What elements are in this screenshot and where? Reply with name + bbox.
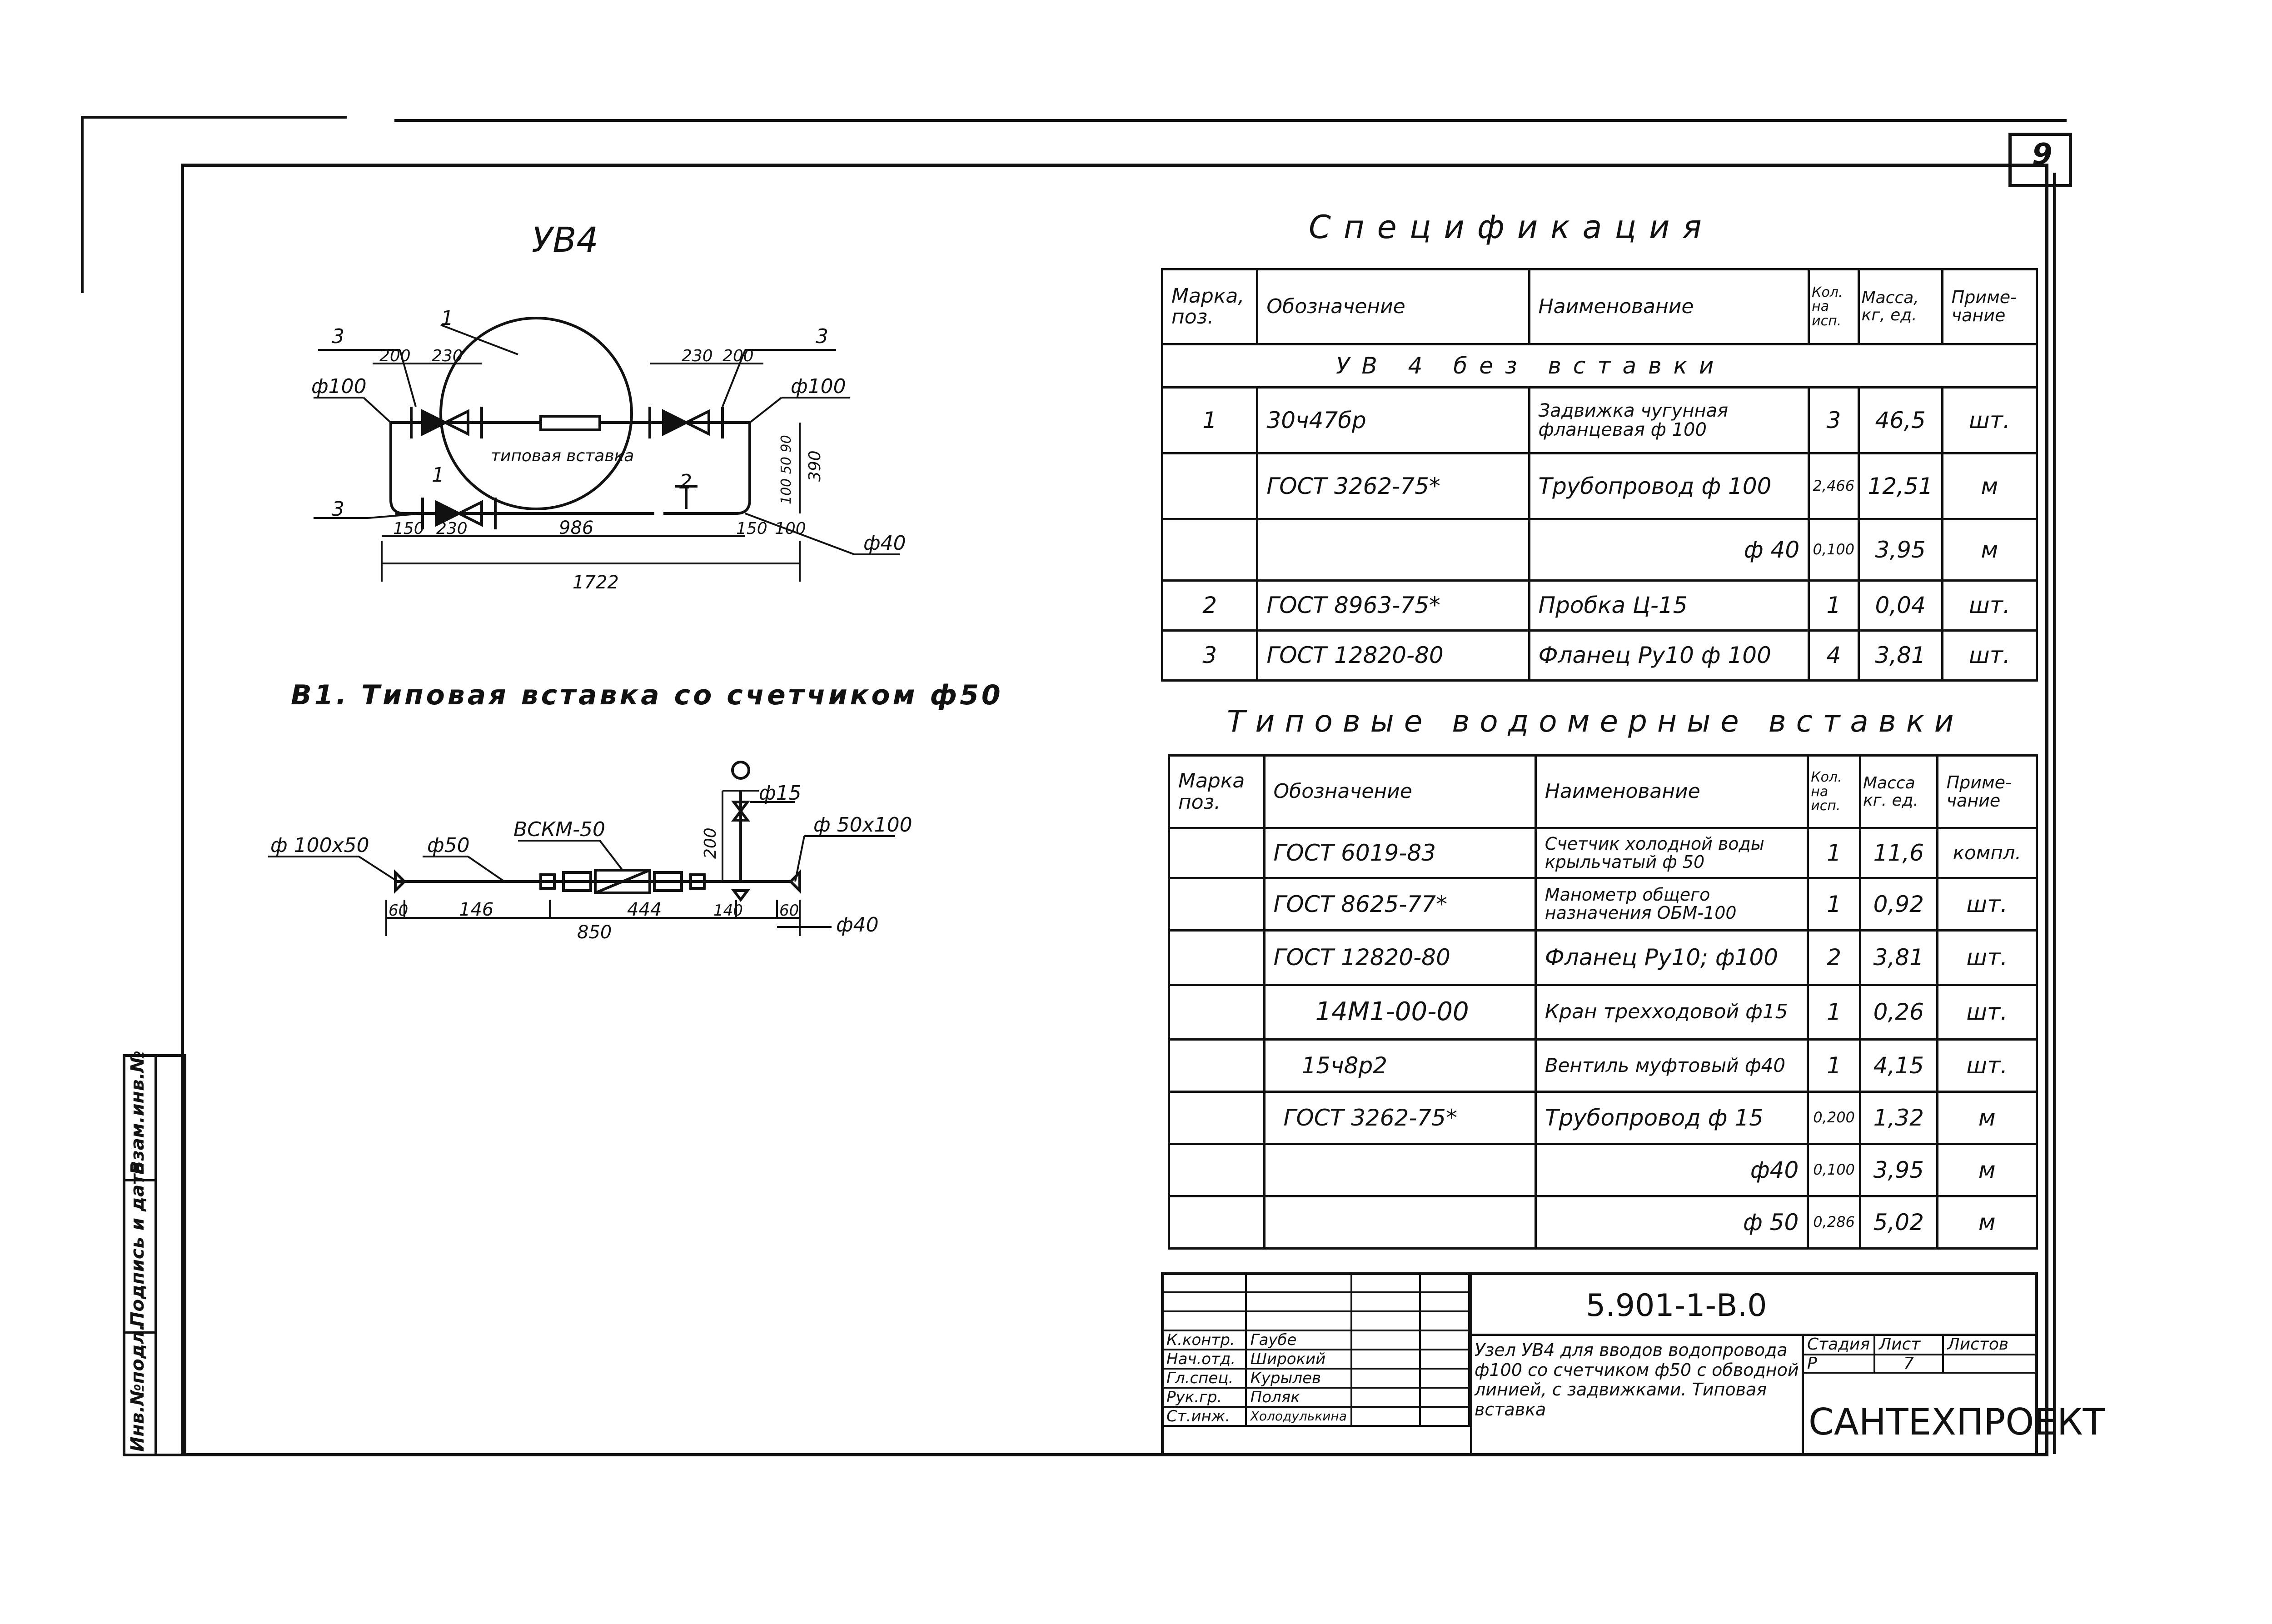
stamp-row: Рук.гр. Поляк xyxy=(1162,1388,1469,1407)
right-border-line xyxy=(2053,173,2056,1454)
stamp-signatures xyxy=(1161,1272,1470,1427)
table-row: ф40 0,100 3,95 м xyxy=(1169,1144,2037,1196)
table-row: 3 ГОСТ 12820-80 Фланец Ру10 ф 100 4 3,81 шт. xyxy=(1162,631,2037,681)
uv4-title: УВ4 xyxy=(532,219,598,260)
uv4-dim-150: 150 xyxy=(393,519,424,538)
b1-dim-444: 444 xyxy=(627,899,662,920)
uv4-dim-230a: 230 xyxy=(432,347,463,365)
spec1-header-qty: Кол. на исп. xyxy=(1809,269,1858,344)
manometer xyxy=(732,762,749,778)
sheet-number: 9 xyxy=(2032,138,2053,171)
uv4-mark-1-small: 1 xyxy=(432,463,444,487)
table-row: ф 40 0,100 3,95 м xyxy=(1162,519,2037,581)
spec-table-1 xyxy=(1161,268,2038,682)
uv4-mark-1: 1 xyxy=(441,309,453,330)
spec2-header-name: Наименование xyxy=(1535,756,1808,828)
stamp-description: Узел УВ4 для вводов водопровода ф100 со счетчиком ф50 с обводной линией, с задвижками. Типовая вставка xyxy=(1475,1340,1799,1420)
spec1-header-mass: Масса, кг, ед. xyxy=(1858,269,1942,344)
uv4-mark-3-right: 3 xyxy=(816,325,828,348)
b1-dim-140: 140 xyxy=(713,902,743,920)
spec1-header-mark: Марка, поз. xyxy=(1162,269,1257,344)
table-row: 2 ГОСТ 8963-75* Пробка Ц-15 1 0,04 шт. xyxy=(1162,581,2037,631)
uv4-dim-230b: 230 xyxy=(682,347,713,365)
b1-d40: ф40 xyxy=(836,913,879,937)
left-border-line xyxy=(81,116,84,293)
uv4-dim-390: 390 xyxy=(806,450,824,482)
spec2-header-mark: Марка поз. xyxy=(1169,756,1265,828)
spec2-header-note: Приме- чание xyxy=(1937,756,2037,828)
top-border-line-right xyxy=(394,119,2067,122)
table-row: 1 30ч47бр Задвижка чугунная фланцевая ф 100 3 46,5 шт. xyxy=(1162,388,2037,453)
spec-title: Спецификация xyxy=(1309,209,1714,246)
stamp-vertical xyxy=(1470,1272,1472,1456)
uv4-diagram xyxy=(291,309,927,609)
sheet-label: Лист xyxy=(1874,1335,1943,1355)
side-stamp-replace: Взам.инв.№ xyxy=(127,1051,148,1175)
uv4-mark-2: 2 xyxy=(679,470,692,493)
table-row: ГОСТ 12820-80 Фланец Ру10; ф100 2 3,81 шт. xyxy=(1169,931,2037,985)
table-row: ГОСТ 8625-77* Манометр общего назначения ОБМ-100 1 0,92 шт. xyxy=(1169,878,2037,931)
table-row: ф 50 0,286 5,02 м xyxy=(1169,1196,2037,1249)
uv4-dim-200b: 200 xyxy=(722,347,754,365)
uv4-dim-230c: 230 xyxy=(436,519,468,538)
side-stamp-divider xyxy=(154,1054,157,1456)
stage-label: Стадия xyxy=(1803,1335,1874,1355)
spec1-header-name: Наименование xyxy=(1529,269,1809,344)
spec1-header-note: Приме- чание xyxy=(1942,269,2037,344)
sheet-value: 7 xyxy=(1874,1355,1943,1373)
table-row: 14М1-00-00 Кран трехходовой ф15 1 0,26 шт. xyxy=(1169,985,2037,1040)
spec2-title: Типовые водомерные вставки xyxy=(1227,704,1964,739)
uv4-dim-150b: 150 xyxy=(736,519,767,538)
table-row: ГОСТ 3262-75* Трубопровод ф 100 2,466 12,51 м xyxy=(1162,453,2037,519)
table-row: 15ч8р2 Вентиль муфтовый ф40 1 4,15 шт. xyxy=(1169,1040,2037,1092)
stamp-row: Нач.отд. Широкий xyxy=(1162,1350,1469,1369)
spec-table-2 xyxy=(1168,754,2038,1250)
b1-dim-200: 200 xyxy=(701,827,720,859)
spec2-header-mass: Масса кг. ед. xyxy=(1860,756,1937,828)
uv4-mark-3-left: 3 xyxy=(332,325,344,348)
b1-d15: ф15 xyxy=(759,782,802,805)
uv4-d40: ф40 xyxy=(863,532,906,555)
table-row: ГОСТ 3262-75* Трубопровод ф 15 0,200 1,32 м xyxy=(1169,1092,2037,1144)
stamp-stage-table xyxy=(1802,1334,2038,1374)
insert-element xyxy=(541,416,600,430)
b1-dim-60b: 60 xyxy=(779,902,799,920)
uv4-dim-986: 986 xyxy=(559,518,594,538)
side-stamp-sign: Подпись и дата xyxy=(127,1161,148,1327)
table-row: ГОСТ 6019-83 Счетчик холодной воды крыльчатый ф 50 1 11,6 компл. xyxy=(1169,828,2037,878)
uv4-dim-100: 100 xyxy=(775,519,806,538)
uv4-dim-200a: 200 xyxy=(379,347,411,365)
stamp-row: К.контр. Гаубе xyxy=(1162,1330,1469,1350)
top-border-line-left xyxy=(81,116,347,119)
stage-value: Р xyxy=(1803,1355,1874,1373)
stamp-row: Ст.инж. Холодулькина xyxy=(1162,1407,1469,1426)
uv4-insert-label: типовая вставка xyxy=(491,447,634,465)
b1-d50: ф50 xyxy=(427,834,470,857)
org-name: САНТЕХПРОЕКТ xyxy=(1809,1401,2105,1443)
uv4-dim-side: 100 50 90 xyxy=(778,435,794,504)
spec1-header-designation: Обозначение xyxy=(1257,269,1529,344)
b1-dim-146: 146 xyxy=(459,899,494,920)
uv4-mark-3-bottom: 3 xyxy=(332,498,344,521)
b1-diagram xyxy=(268,745,941,963)
stamp-code: 5.901-1-В.0 xyxy=(1586,1288,1767,1324)
b1-vskm: ВСКМ-50 xyxy=(513,818,605,841)
b1-d50x100: ф 50х100 xyxy=(813,813,912,837)
b1-dim-60a: 60 xyxy=(389,902,409,920)
uv4-d100-left: ф100 xyxy=(311,375,367,398)
spec2-header-designation: Обозначение xyxy=(1264,756,1535,828)
spec1-section: УВ 4 без вставки xyxy=(1162,344,2037,388)
b1-title: В1. Типовая вставка со счетчиком ф50 xyxy=(291,679,1003,711)
uv4-d100-right: ф100 xyxy=(791,375,846,398)
sheets-label: Листов xyxy=(1943,1335,2037,1355)
b1-dim-850: 850 xyxy=(577,922,612,943)
b1-d100x50: ф 100х50 xyxy=(270,834,369,857)
side-stamp-inv: Инв.№подл. xyxy=(127,1324,148,1452)
spec2-header-qty: Кол. на исп. xyxy=(1808,756,1860,828)
uv4-dim-1722: 1722 xyxy=(573,572,619,593)
stamp-row: Гл.спец. Курылев xyxy=(1162,1369,1469,1388)
